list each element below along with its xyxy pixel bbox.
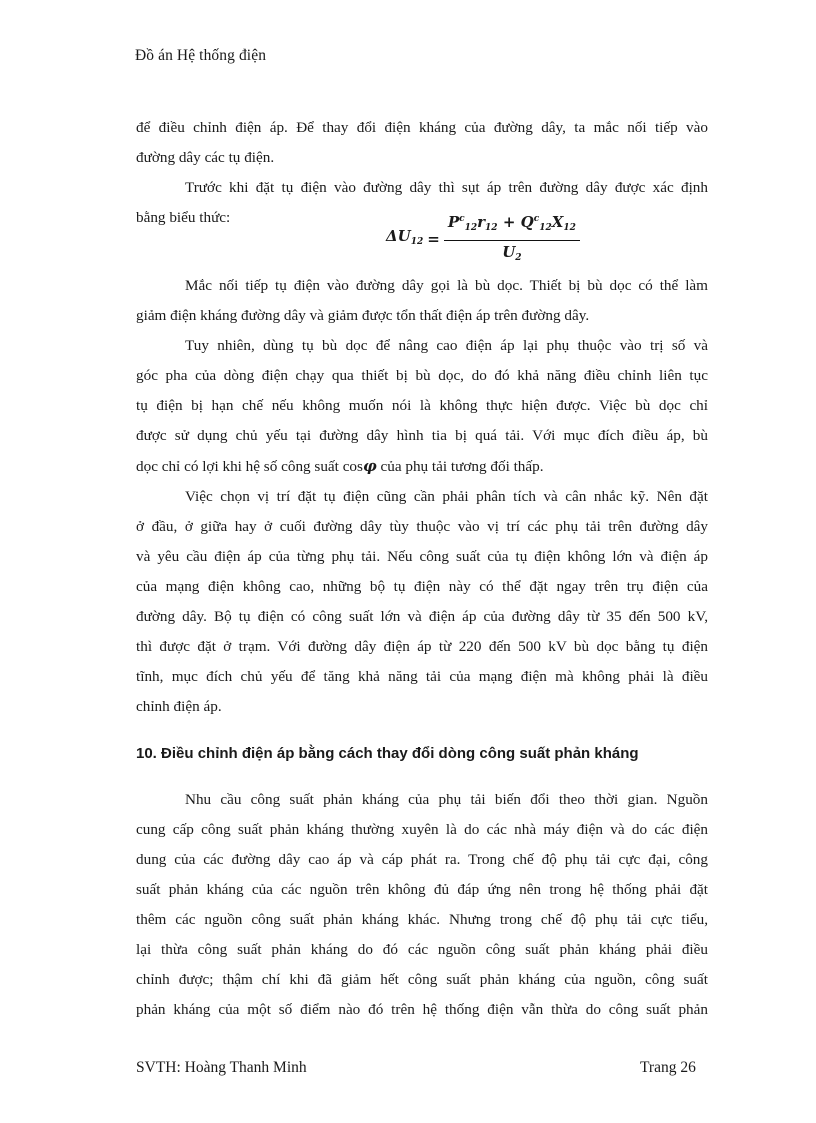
paragraph-3	[136, 271, 708, 331]
text-line: chỉnh được; thậm chí khi đã giảm hết công suất phản kháng của nguồn, công suất	[136, 971, 708, 988]
text-line: Nhu cầu công suất phản kháng của phụ tải biến đổi theo thời gian. Nguồn	[185, 791, 708, 808]
text-line: của mạng điện không cao, những bộ tụ điện này có thể đặt ngay trên trụ điện của	[136, 578, 708, 595]
text-line: để điều chỉnh điện áp. Để thay đổi điện kháng của đường dây, ta mắc nối tiếp vào	[136, 119, 708, 136]
page-header-title: Đồ án Hệ thống điện	[135, 47, 267, 64]
paragraph-4	[136, 331, 708, 482]
text-line: dọc chỉ có lợi khi hệ số công suất cosφ của phụ tải tương đối thấp.	[136, 457, 544, 475]
text-line: cung cấp công suất phản kháng thường xuyên là do các nhà máy điện và do các điện	[136, 821, 708, 838]
text-line: phản kháng của một số điểm nào đó trên hệ thống điện vẫn thừa do công suất phản	[136, 1001, 708, 1018]
paragraph-5	[136, 482, 708, 722]
document-body	[136, 113, 708, 1025]
text-line: Mắc nối tiếp tụ điện vào đường dây gọi là bù dọc. Thiết bị bù dọc có thể làm	[185, 277, 708, 294]
text-line: thì được đặt ở trạm. Với đường dây điện áp từ 220 đến 500 kV bù dọc bằng tụ điện	[136, 638, 708, 655]
text-line: Tuy nhiên, dùng tụ bù dọc để nâng cao điện áp lại phụ thuộc vào trị số và	[185, 337, 708, 354]
paragraph-6	[136, 785, 708, 1025]
formula-lhs: $\Delta U_{12}$	[386, 227, 424, 247]
text-line: ở đầu, ở giữa hay ở cuối đường dây tùy thuộc vào vị trí các phụ tải trên đường dây	[136, 518, 708, 535]
text-line: bằng biểu thức:	[136, 209, 231, 226]
text-line: góc pha của dòng điện chạy qua thiết bị bù dọc, do đó khả năng điều chỉnh liên tục	[136, 367, 708, 384]
paragraph-2	[136, 173, 708, 203]
formula-fraction	[444, 209, 580, 269]
footer-page-number: Trang 26	[640, 1059, 696, 1076]
voltage-drop-formula	[386, 209, 580, 269]
section-heading: 10. Điều chỉnh điện áp bằng cách thay đổi dòng công suất phản kháng	[136, 745, 639, 762]
text-line: tụ điện bị hạn chế nếu không muốn nói là không thực hiện được. Việc bù dọc chỉ	[136, 397, 708, 414]
paragraph-1	[136, 113, 708, 173]
text-line: thêm các nguồn công suất phản kháng khác. Nhưng trong chế độ phụ tải cực tiểu,	[136, 911, 708, 928]
text-line: lại thừa công suất phản kháng do đó các nguồn công suất phản kháng phải điều	[136, 941, 708, 958]
text-line: suất phản kháng của các nguồn trên không đủ đáp ứng nên trong hệ thống phải đặt	[136, 881, 708, 898]
text-line: Trước khi đặt tụ điện vào đường dây thì sụt áp trên đường dây được xác định	[185, 179, 708, 196]
formula-equals: =	[427, 230, 440, 248]
text-line: chỉnh điện áp.	[136, 698, 222, 715]
formula-row	[136, 203, 708, 271]
text-line: dung của các đường dây cao áp và cáp phát ra. Trong chế độ phụ tải cực đại, công	[136, 851, 708, 868]
text-line: đường dây. Bộ tụ điện có công suất lớn và điện áp của đường dây từ 35 đến 500 kV,	[136, 608, 708, 625]
formula-numerator: $P^c_{12}r_{12} + Q^c_{12}X_{12}$	[444, 209, 580, 241]
text-line: đường dây các tụ điện.	[136, 149, 275, 166]
phi-symbol: φ	[362, 457, 377, 475]
formula-denominator: $U_2$	[502, 243, 522, 263]
text-line: giảm điện kháng đường dây và giảm được tổn thất điện áp trên đường dây.	[136, 307, 590, 324]
text-line: Việc chọn vị trí đặt tụ điện cũng cần phải phân tích và cân nhắc kỹ. Nên đặt	[185, 488, 708, 505]
text-line: tĩnh, mục đích chủ yếu để tăng khả năng tải của mạng điện mà không phải là điều	[136, 668, 708, 685]
text-line: và yêu cầu điện áp của từng phụ tải. Nếu công suất của tụ điện không lớn và điện áp	[136, 548, 708, 565]
text-line: được sử dụng chủ yếu tại đường dây hình tia bị quá tải. Với mục đích điều áp, bù	[136, 427, 708, 444]
footer-author: SVTH: Hoàng Thanh Minh	[136, 1059, 307, 1076]
